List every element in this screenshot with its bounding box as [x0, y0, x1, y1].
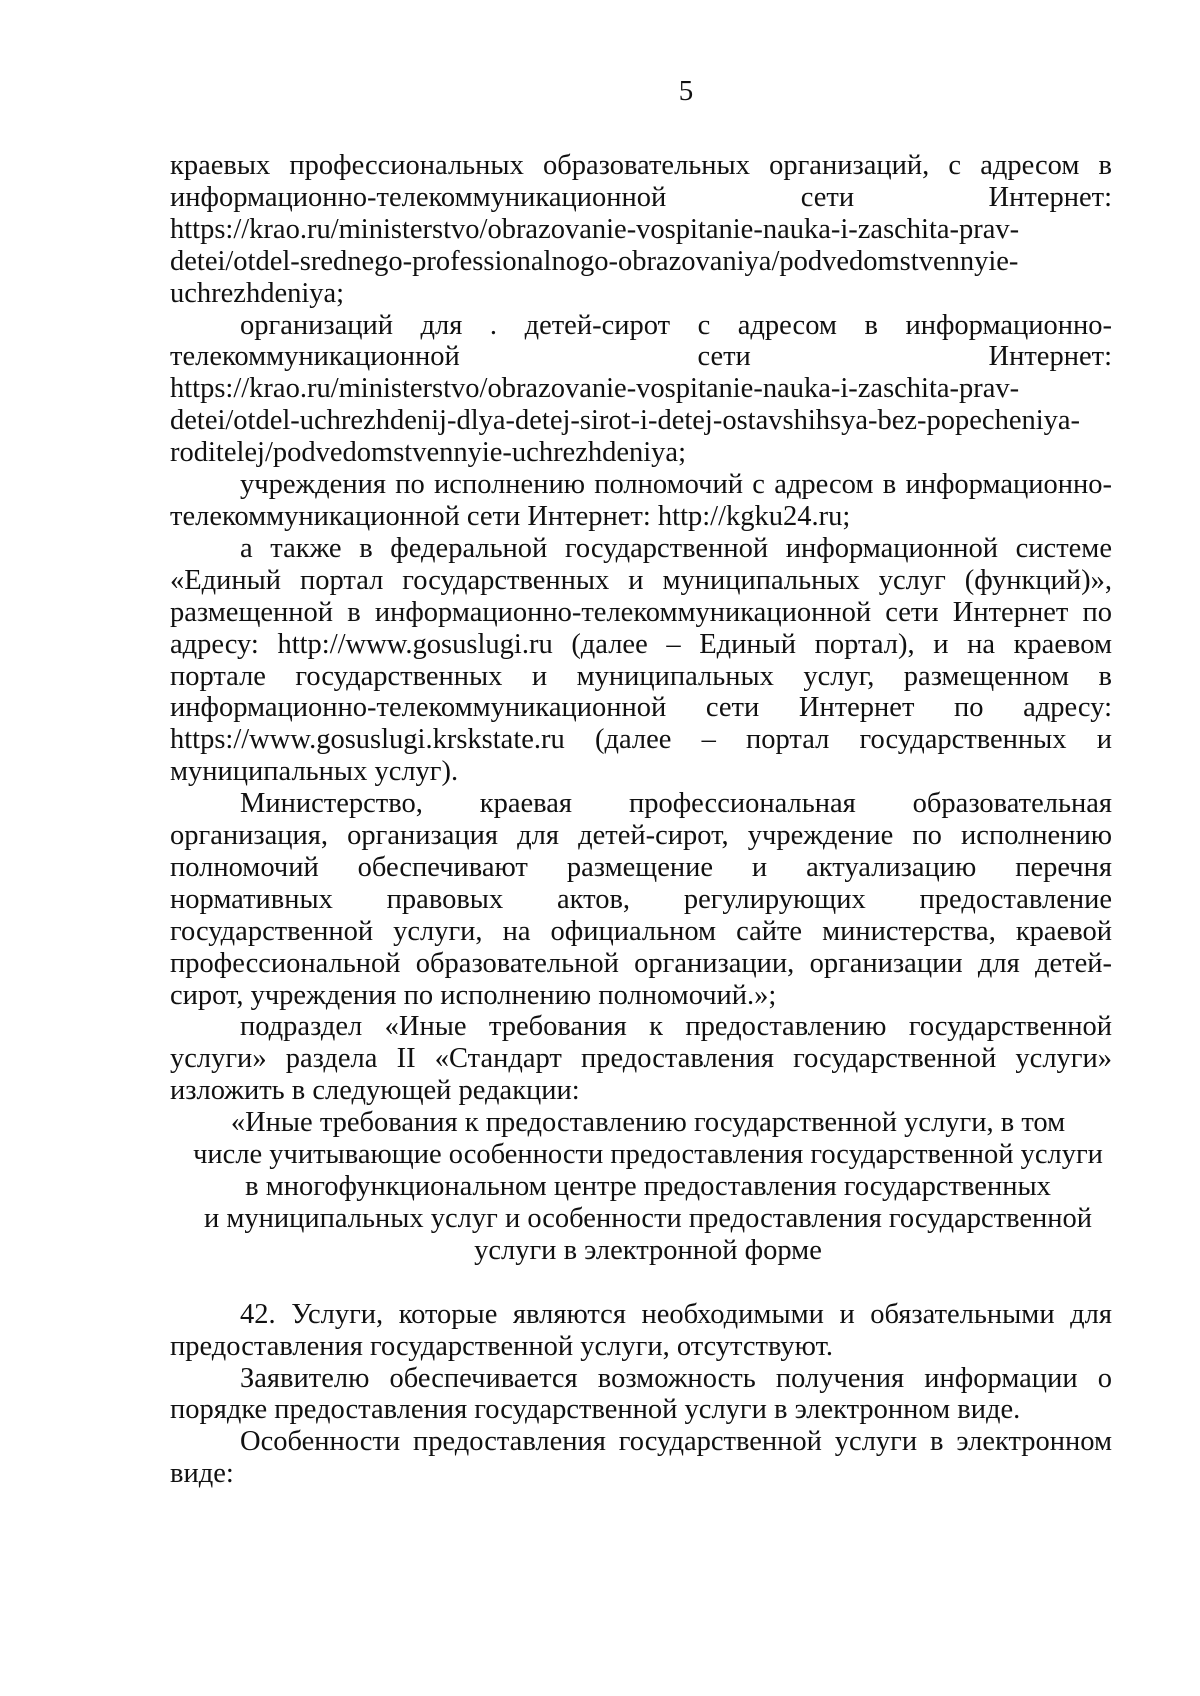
paragraph-item-42: 42. Услуги, которые являются необходимыми и обязательными для предоставления государственной услуги, отсутствуют.	[170, 1298, 1112, 1362]
page-number: 5	[678, 75, 694, 107]
paragraph-subsection: подраздел «Иные требования к предоставлению государственной услуги» раздела II «Стандарт предоставления государственной услуги» изложить в следующей редакции:	[170, 1011, 1112, 1107]
paragraph-ministry: Министерство, краевая профессиональная образовательная организация, организация для детей-сирот, учреждение по исполнению полномочий обеспечивают размещение и актуализацию перечня нормативных правовых актов, регулирующих предоставление государственной услуги, на официальном сайте министерства, краевой профессиональной образовательной организации, организации для детей-сирот, учреждения по исполнению полномочий.»;	[170, 788, 1112, 1011]
section-heading	[170, 1107, 1112, 1267]
section-heading-line: «Иные требования к предоставлению государственной услуги, в том	[230, 1107, 1066, 1139]
paragraph-institution: учреждения по исполнению полномочий с адресом в информационно-телекоммуникационной сети Интернет: http://kgku24.ru;	[170, 469, 1112, 532]
section-spacer	[170, 1267, 1112, 1299]
section-heading-line: числе учитывающие особенности предоставления государственной услуги	[193, 1139, 1103, 1171]
section-heading-line: услуги в электронной форме	[474, 1234, 822, 1266]
paragraph-electronic-features: Особенности предоставления государственной услуги в электронном виде:	[170, 1426, 1112, 1490]
paragraph-regional-organizations: краевых профессиональных образовательных организаций, с адресом в информационно-телекоммуникационной сети Интернет: https://krao.ru/ministerstvo/obrazovanie-vospitanie-nauka-i-zaschita-prav-detei/otdel-srednego-professionalnogo-obrazovaniya/podvedomstvennyie-uchrezhdeniya;	[170, 150, 1112, 309]
paragraph-federal-portal: а также в федеральной государственной информационной системе «Единый портал государственных и муниципальных услуг (функций)», размещенной в информационно-телекоммуникационной сети Интернет по адресу: http://www.gosuslugi.ru (далее – Единый портал), и на краевом портале государственных и муниципальных услуг, размещенном в информационно-телекоммуникационной сети Интернет по адресу: https://www.gosuslugi.krskstate.ru (далее – портал государственных и муниципальных услуг).	[170, 532, 1112, 788]
paragraph-orphan-organizations: организаций для . детей-сирот с адресом в информационно-телекоммуникационной сети Интернет: https://krao.ru/ministerstvo/obrazovanie-vospitanie-nauka-i-zaschita-prav-detei/otdel-uchrezhdenij-dlya-detej-sirot-i-detej-ostavshihsya-bez-popecheniya-roditelej/podvedomstvennyie-uchrezhdeniya;	[170, 309, 1112, 469]
paragraph-applicant-info: Заявителю обеспечивается возможность получения информации о порядке предоставления государственной услуги в электронном виде.	[170, 1362, 1112, 1426]
section-heading-line: и муниципальных услуг и особенности предоставления государственной	[203, 1202, 1093, 1234]
document-body	[170, 150, 1112, 1490]
section-heading-line: в многофункциональном центре предоставления государственных	[245, 1171, 1051, 1202]
